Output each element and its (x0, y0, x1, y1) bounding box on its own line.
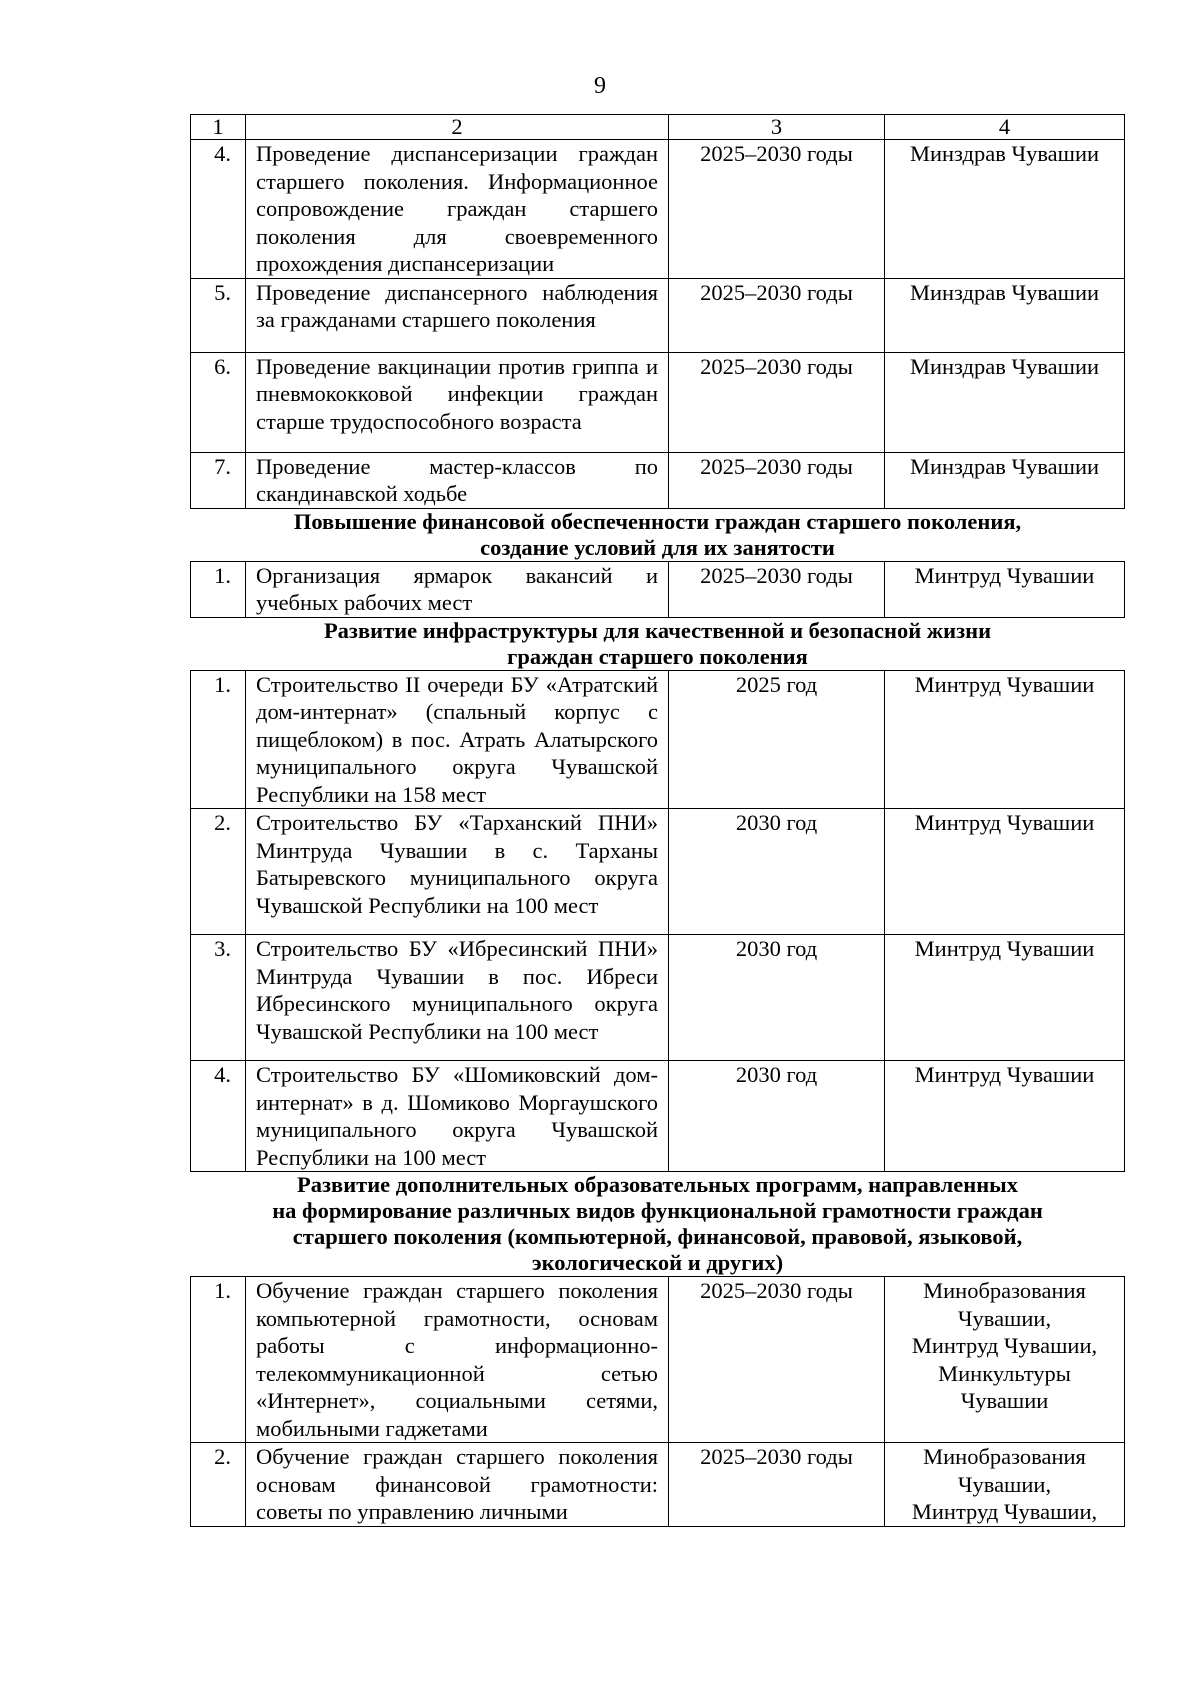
table-row (191, 561, 1125, 617)
row-number: 1. (191, 670, 246, 809)
table-row (191, 140, 1125, 279)
table-row (191, 352, 1125, 452)
responsible-line: Минобразования (923, 1278, 1086, 1303)
responsible-line: Минкультуры (938, 1360, 1071, 1386)
table-row (191, 809, 1125, 935)
table-row (191, 278, 1125, 352)
row-number: 6. (191, 352, 246, 452)
header-cell-2: 2 (246, 115, 669, 140)
row-responsible (885, 1277, 1125, 1443)
responsible-line: Чувашии, (957, 1305, 1052, 1331)
row-description: Проведение мастер-классов по скандинавской ходьбе (246, 452, 669, 508)
section-heading (191, 508, 1125, 561)
row-description: Строительство БУ «Тарханский ПНИ» Минтруда Чувашии в с. Тарханы Батыревского муниципального округа Чувашской Республики на 100 мест (246, 809, 669, 935)
row-number: 1. (191, 561, 246, 617)
table-row (191, 935, 1125, 1061)
table-header-row (191, 115, 1125, 140)
responsible-line: Чувашии (960, 1388, 1049, 1413)
table-row (191, 1443, 1125, 1527)
row-number: 4. (191, 140, 246, 279)
row-period: 2030 год (669, 935, 885, 1061)
responsible-line: Минтруд Чувашии, (911, 1499, 1098, 1524)
section-heading-line: Повышение финансовой обеспеченности граждан старшего поколения, (293, 508, 1022, 534)
row-responsible: Минздрав Чувашии (885, 140, 1125, 279)
section-heading-row (191, 508, 1125, 561)
section-heading-line: на формирование различных видов функциональной грамотности граждан (272, 1198, 1043, 1223)
row-number: 3. (191, 935, 246, 1061)
measures-table (190, 114, 1125, 1527)
row-responsible: Минздрав Чувашии (885, 452, 1125, 508)
header-cell-4: 4 (885, 115, 1125, 140)
row-description: Проведение вакцинации против гриппа и пневмококковой инфекции граждан старше трудоспособного возраста (246, 352, 669, 452)
row-number: 5. (191, 278, 246, 352)
row-responsible: Минтруд Чувашии (885, 1061, 1125, 1172)
section-heading (191, 617, 1125, 670)
responsible-line: Минтруд Чувашии, (911, 1333, 1098, 1358)
header-cell-1: 1 (191, 115, 246, 140)
row-period: 2025–2030 годы (669, 1277, 885, 1443)
row-responsible: Минздрав Чувашии (885, 352, 1125, 452)
row-period: 2025 год (669, 670, 885, 809)
row-period: 2025–2030 годы (669, 452, 885, 508)
row-period: 2025–2030 годы (669, 278, 885, 352)
section-heading-line: граждан старшего поколения (507, 643, 808, 669)
section-heading-row (191, 617, 1125, 670)
table-row (191, 1061, 1125, 1172)
row-number: 2. (191, 1443, 246, 1527)
row-number: 4. (191, 1061, 246, 1172)
row-period: 2025–2030 годы (669, 352, 885, 452)
section-heading-line: Развитие дополнительных образовательных программ, направленных (297, 1172, 1018, 1197)
row-responsible: Минтруд Чувашии (885, 670, 1125, 809)
table-row (191, 670, 1125, 809)
section-heading-line: создание условий для их занятости (480, 534, 835, 560)
row-description: Обучение граждан старшего поколения компьютерной грамотности, основам работы с информационно-телекоммуникационной сетью «Интернет», социальными сетями, мобильными гаджетами (246, 1277, 669, 1443)
row-number: 7. (191, 452, 246, 508)
table-row (191, 452, 1125, 508)
row-responsible: Минтруд Чувашии (885, 809, 1125, 935)
row-description: Строительство II очереди БУ «Атратский дом-интернат» (спальный корпус с пищеблоком) в пос. Атрать Алатырского муниципального округа Чувашской Республики на 158 мест (246, 670, 669, 809)
section-heading (191, 1172, 1125, 1277)
row-description: Проведение диспансерного наблюдения за гражданами старшего поколения (246, 278, 669, 352)
row-period: 2025–2030 годы (669, 140, 885, 279)
page-number: 9 (594, 73, 606, 99)
row-period: 2030 год (669, 809, 885, 935)
section-heading-line: экологической и других) (531, 1250, 784, 1275)
row-description: Обучение граждан старшего поколения основам финансовой грамотности: советы по управлению личными (246, 1443, 669, 1527)
section-heading-line: Развитие инфраструктуры для качественной и безопасной жизни (323, 617, 992, 643)
row-responsible: Минздрав Чувашии (885, 278, 1125, 352)
row-description: Строительство БУ «Шомиковский дом-интернат» в д. Шомиково Моргаушского муниципального округа Чувашской Республики на 100 мест (246, 1061, 669, 1172)
table-row (191, 1277, 1125, 1443)
header-cell-3: 3 (669, 115, 885, 140)
row-description: Организация ярмарок вакансий и учебных рабочих мест (246, 561, 669, 617)
responsible-line: Чувашии, (957, 1471, 1052, 1497)
row-description: Строительство БУ «Ибресинский ПНИ» Минтруда Чувашии в пос. Ибреси Ибресинского муниципального округа Чувашской Республики на 100 мест (246, 935, 669, 1061)
row-number: 2. (191, 809, 246, 935)
row-period: 2025–2030 годы (669, 561, 885, 617)
responsible-line: Минобразования (923, 1444, 1086, 1469)
row-responsible: Минтруд Чувашии (885, 935, 1125, 1061)
row-number: 1. (191, 1277, 246, 1443)
row-period: 2025–2030 годы (669, 1443, 885, 1527)
row-period: 2030 год (669, 1061, 885, 1172)
section-heading-line: старшего поколения (компьютерной, финансовой, правовой, языковой, (292, 1224, 1023, 1249)
row-responsible (885, 1443, 1125, 1527)
row-responsible: Минтруд Чувашии (885, 561, 1125, 617)
row-description: Проведение диспансеризации граждан старшего поколения. Информационное сопровождение граждан старшего поколения для своевременного прохождения диспансеризации (246, 140, 669, 279)
section-heading-row (191, 1172, 1125, 1277)
